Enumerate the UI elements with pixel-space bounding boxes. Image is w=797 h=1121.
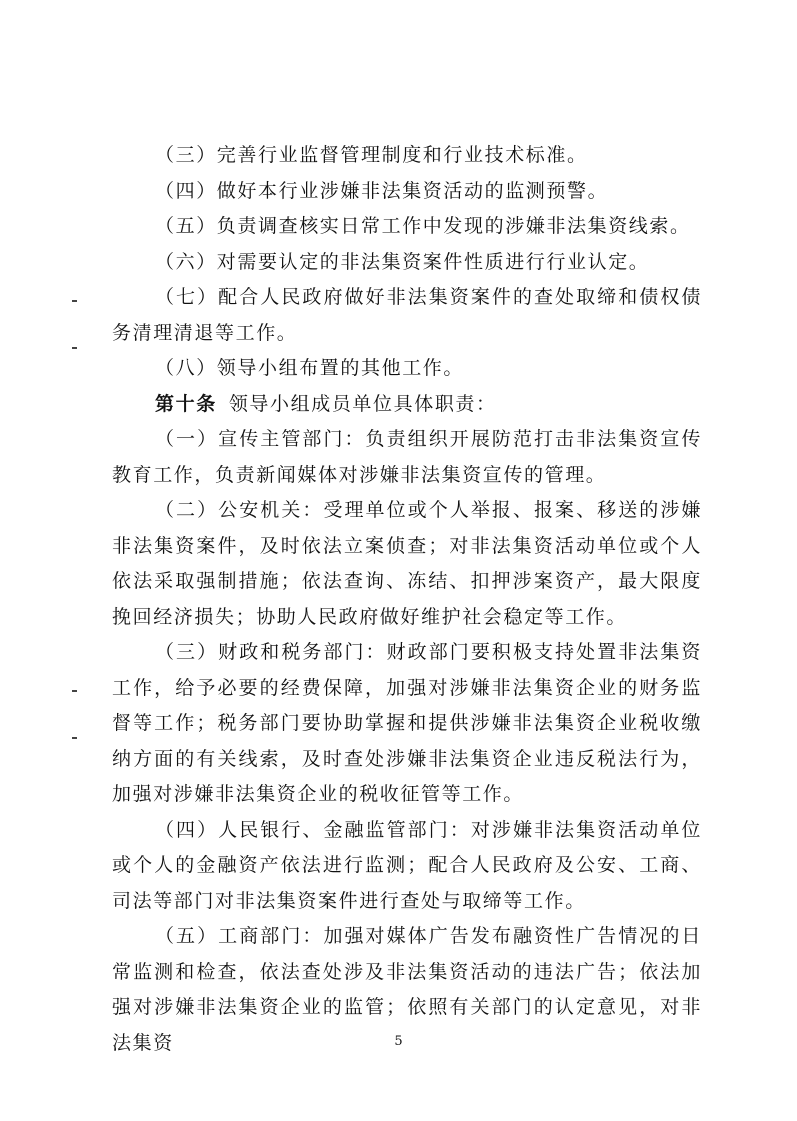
paragraph: （二）公安机关：受理单位或个人举报、报案、移送的涉嫌非法集资案件，及时依法立案侦查；对非法集资活动单位或个人依法采取强制措施；依法查询、冻结、扣押涉案资产，最大限度挽回经济损失；协助人民政府做好维护社会稳定等工作。 xyxy=(112,499,702,628)
page-number: 5 xyxy=(394,1034,403,1049)
paragraph: （四）人民银行、金融监管部门：对涉嫌非法集资活动单位或个人的金融资产依法进行监测；配合人民政府及公安、工商、司法等部门对非法集资案件进行查处与取缔等工作。 xyxy=(112,818,702,912)
paragraph: （五）工商部门：加强对媒体广告发布融资性广告情况的日常监测和检查，依法查处涉及非法集资活动的违法广告；依法加强对涉嫌非法集资企业的监管；依照有关部门的认定意见，对非法集资 xyxy=(112,925,702,1054)
scan-mark xyxy=(72,737,77,739)
paragraph: （四）做好本行业涉嫌非法集资活动的监测预警。 xyxy=(155,179,609,202)
article-heading: 第十条 xyxy=(155,392,217,415)
scan-mark xyxy=(72,347,77,349)
article-paragraph xyxy=(112,387,702,423)
paragraph: （三）财政和税务部门：财政部门要积极支持处置非法集资工作，给予必要的经费保障，加强对涉嫌非法集资企业的财务监督等工作；税务部门要协助掌握和提供涉嫌非法集资企业税收缴纳方面的有关线索，及时查处涉嫌非法集资企业违反税法行为，加强对涉嫌非法集资企业的税收征管等工作。 xyxy=(112,641,702,805)
scan-mark xyxy=(72,300,77,302)
paragraph: （七）配合人民政府做好非法集资案件的查处取缔和债权债务清理清退等工作。 xyxy=(112,286,702,344)
body-text xyxy=(112,138,702,1061)
paragraph: （六）对需要认定的非法集资案件性质进行行业认定。 xyxy=(155,250,650,273)
paragraph: （三）完善行业监督管理制度和行业技术标准。 xyxy=(155,144,588,166)
article-text: 领导小组成员单位具体职责： xyxy=(228,392,497,415)
paragraph: （一）宣传主管部门：负责组织开展防范打击非法集资宣传教育工作，负责新闻媒体对涉嫌非法集资宣传的管理。 xyxy=(112,428,702,486)
paragraph: （五）负责调查核实日常工作中发现的涉嫌非法集资线索。 xyxy=(155,215,691,237)
paragraph: （八）领导小组布置的其他工作。 xyxy=(155,357,465,379)
scan-mark xyxy=(72,690,77,692)
